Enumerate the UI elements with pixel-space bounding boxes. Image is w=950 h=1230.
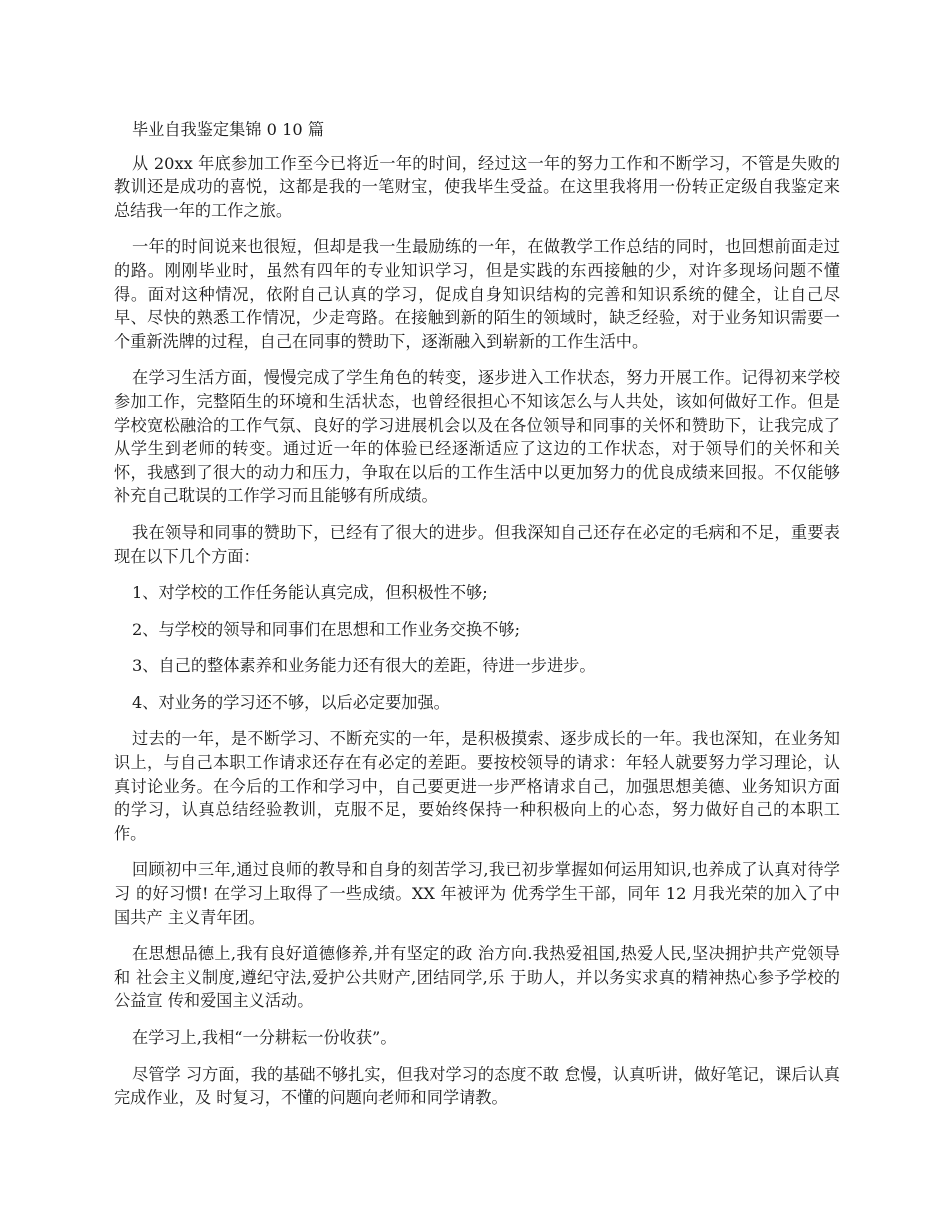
list-item-4: 4、对业务的学习还不够，以后必定要加强。	[132, 692, 450, 712]
paragraph-past-year: 过去的一年，是不断学习、不断充实的一年，是积极摸索、逐步成长的一年。我也深知，在业务知识上，与自己本职工作请求还存在有必定的差距。要按校领导的请求：年轻人就要努力学习理论，认真讨论业务。在今后的工作和学习中，自己要更进一步严格请求自己，加强思想美德、业务知识方面的学习，认真总结经验教训，克服不足，要始终保持一种积极向上的心态，努力做好自己的本职工作。	[114, 729, 840, 843]
paragraph-intro: 从 20xx 年底参加工作至今已将近一年的时间，经过这一年的努力工作和不断学习，不管是失败的教训还是成功的喜悦，这都是我的一笔财宝，使我毕生受益。在这里我将用一份转正定级自我鉴定来总结我一年的工作之旅。	[114, 153, 840, 220]
paragraph-study-attitude: 尽管学 习方面，我的基础不够扎实，但我对学习的态度不敢 怠慢，认真听讲，做好笔记，课后认真完成作业，及 时复习，不懂的问题向老师和同学请教。	[114, 1064, 840, 1108]
list-item-2: 2、与学校的领导和同事们在思想和工作业务交换不够;	[132, 619, 521, 639]
document-title: 毕业自我鉴定集锦 0 10 篇	[132, 120, 325, 139]
paragraph-shortcomings-intro: 我在领导和同事的赞助下，已经有了很大的进步。但我深知自己还存在必定的毛病和不足，重要表现在以下几个方面：	[114, 522, 840, 566]
paragraph-study-motto: 在学习上,我相“一分耕耘一份收获”。	[132, 1028, 397, 1047]
paragraph-first-year: 一年的时间说来也很短，但却是我一生最励练的一年，在做教学工作总结的同时，也回想前面走过的路。刚刚毕业时，虽然有四年的专业知识学习，但是实践的东西接触的少，对许多现场问题不懂得。面对这种情况，依附自己认真的学习，促成自身知识结构的完善和知识系统的健全，让自己尽早、尽快的熟悉工作情况，少走弯路。在接触到新的陌生的领域时，缺乏经验，对于业务知识需要一个重新洗牌的过程，自己在同事的赞助下，逐渐融入到崭新的工作生活中。	[114, 237, 840, 351]
list-item-3: 3、自己的整体素养和业务能力还有很大的差距，待进一步进步。	[132, 656, 596, 676]
paragraph-junior-high: 回顾初中三年,通过良师的教导和自身的刻苦学习,我已初步掌握如何运用知识,也养成了认真对待学习 的好习惯! 在学习上取得了一些成绩。XX 年被评为 优秀学生干部，同年 12 月我光荣的加入了中国共产 主义青年团。	[114, 860, 840, 927]
paragraph-study-life: 在学习生活方面，慢慢完成了学生角色的转变，逐步进入工作状态，努力开展工作。记得初来学校参加工作，完整陌生的环境和生活状态，也曾经很担心不知该怎么与人共处，该如何做好工作。但是学校宽松融洽的工作气氛、良好的学习进展机会以及在各位领导和同事的关怀和赞助下，让我完成了从学生到老师的转变。通过近一年的体验已经逐渐适应了这边的工作状态，对于领导们的关怀和关怀，我感到了很大的动力和压力，争取在以后的工作生活中以更加努力的优良成绩来回报。不仅能够补充自己耽误的工作学习而且能够有所成绩。	[114, 368, 840, 506]
document-page	[114, 118, 840, 1123]
list-item-1: 1、对学校的工作任务能认真完成，但积极性不够;	[132, 583, 488, 603]
paragraph-morality: 在思想品德上,我有良好道德修养,并有坚定的政 治方向.我热爱祖国,热爱人民,坚决拥护共产党领导和 社会主义制度,遵纪守法,爱护公共财产,团结同学,乐 于助人，并以务实求真的精神热心参予学校的公益宣 传和爱国主义活动。	[114, 944, 840, 1011]
